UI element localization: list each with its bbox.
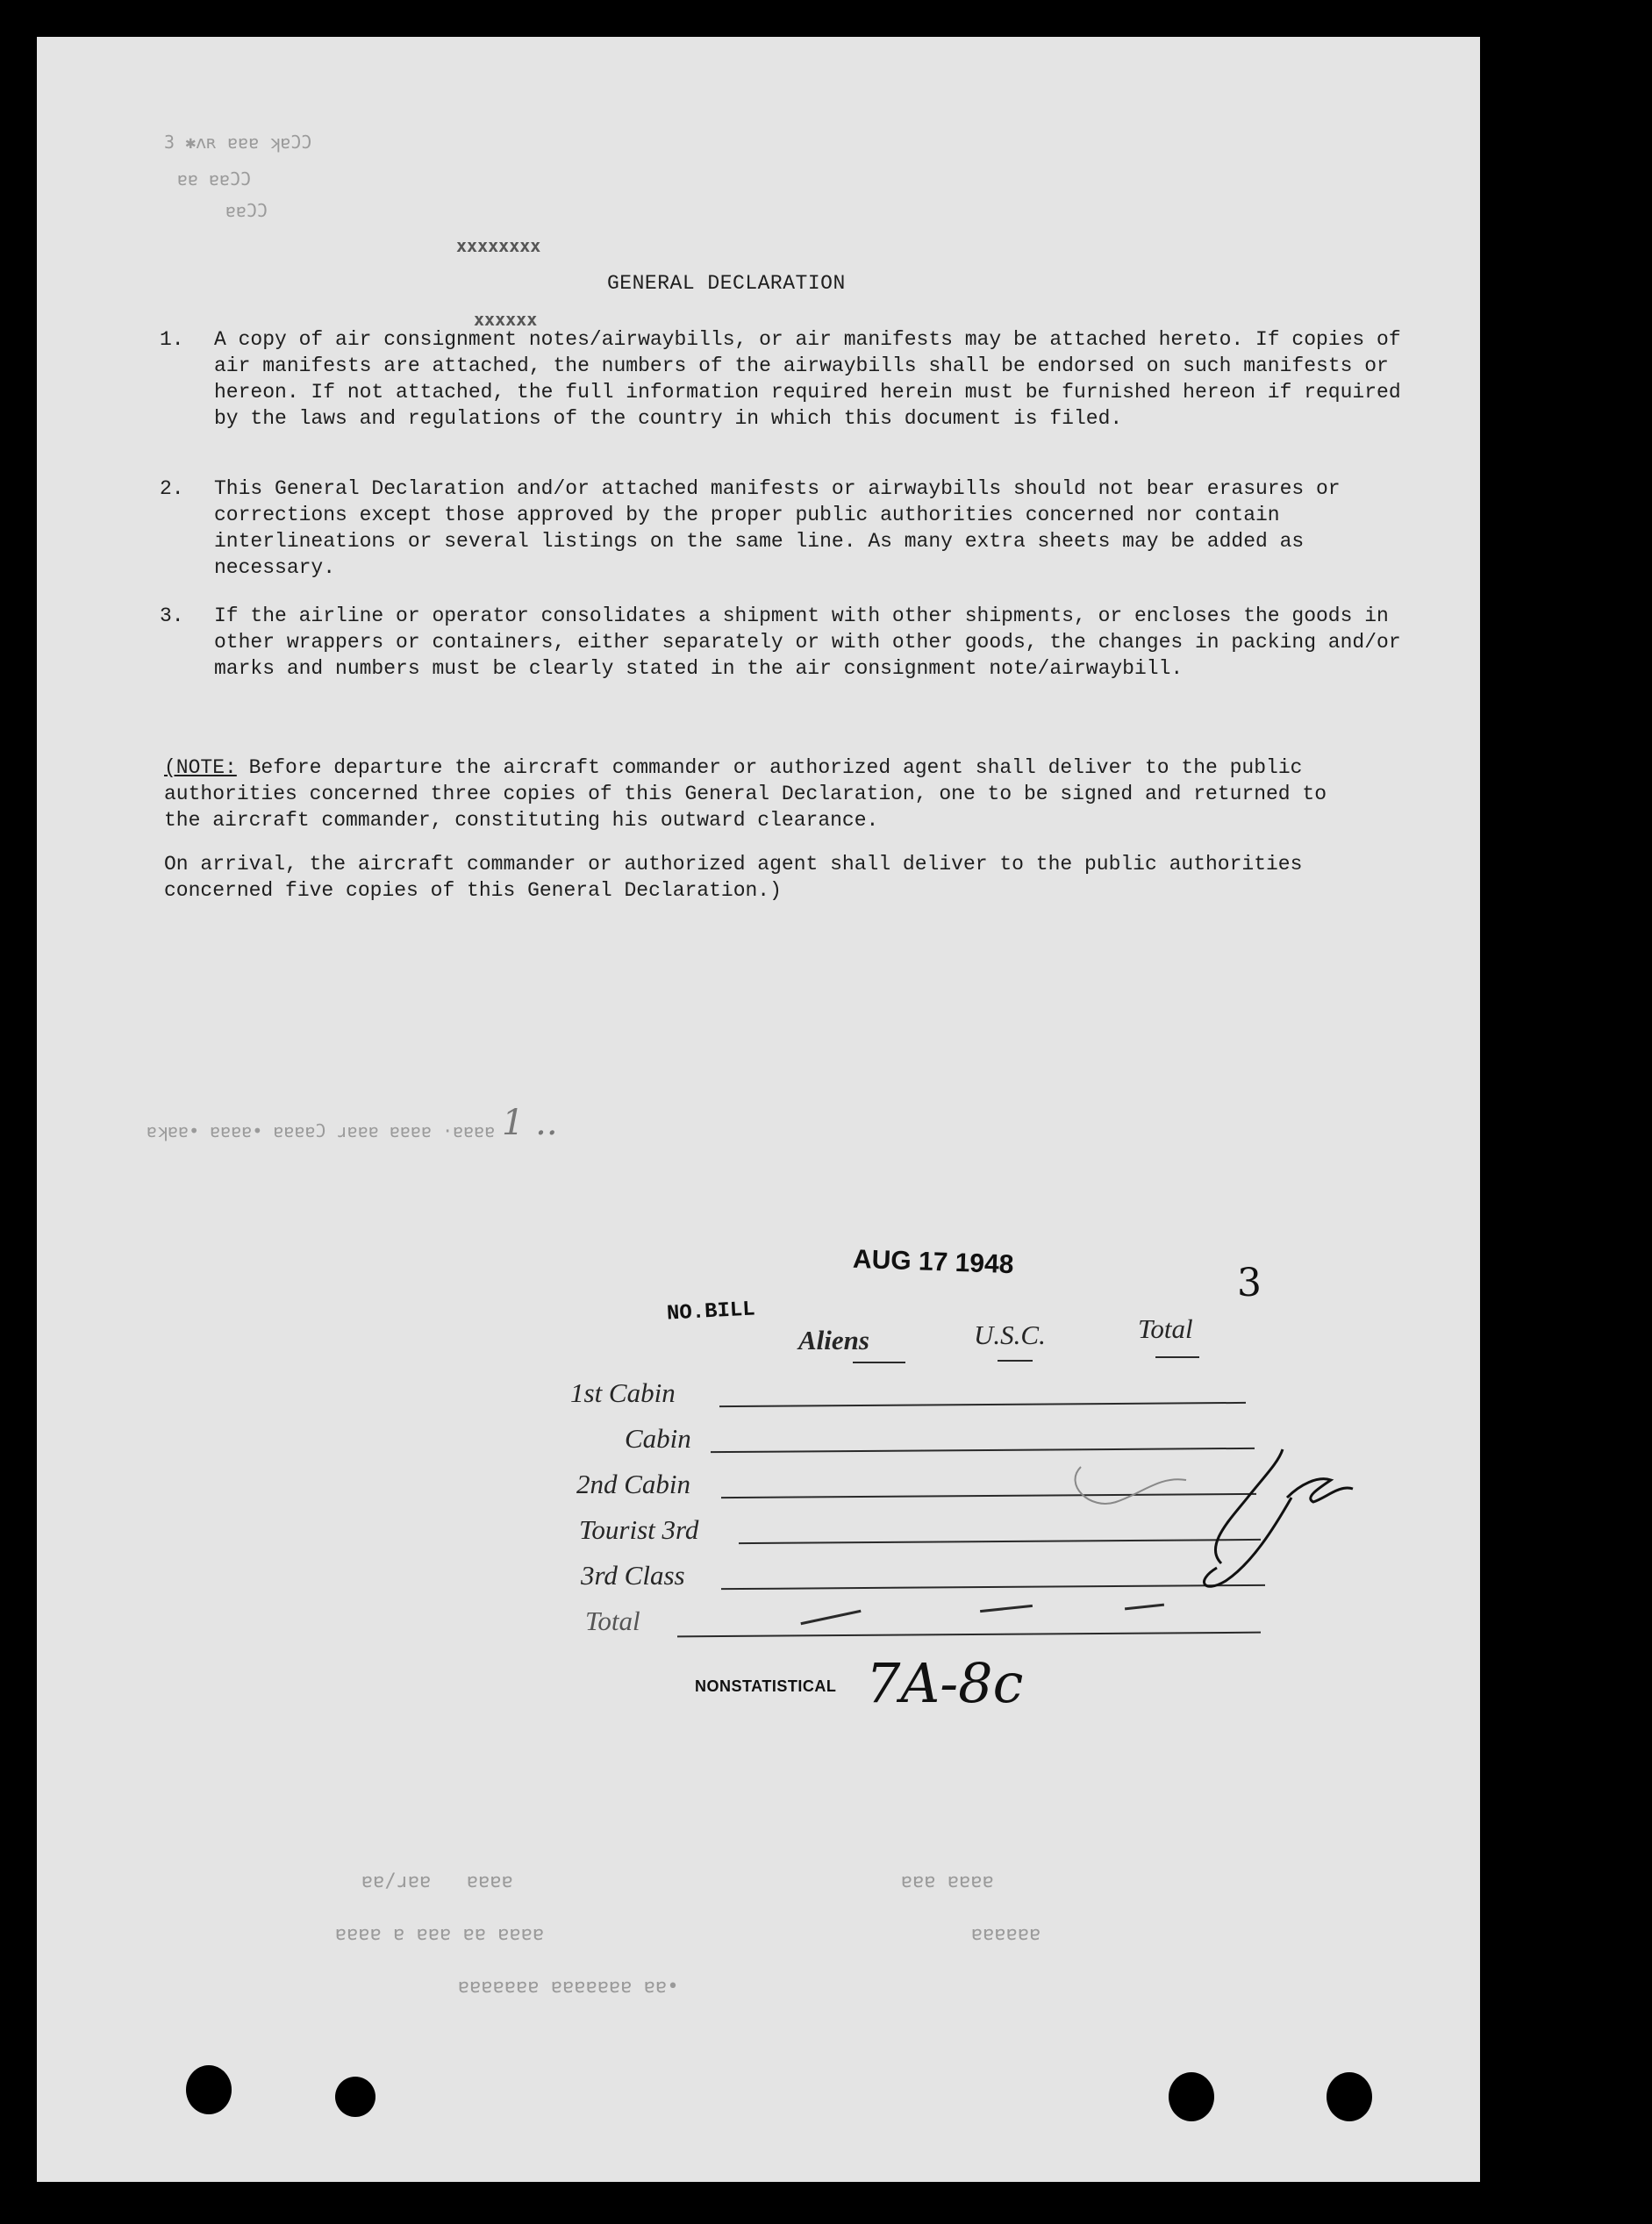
bleed-through-handwriting: 1 .. bbox=[502, 1103, 558, 1143]
row-line-total bbox=[677, 1632, 1261, 1638]
item-number: 3. bbox=[160, 604, 184, 627]
no-bill-stamp: NO.BILL bbox=[666, 1298, 756, 1327]
note-text: Before departure the aircraft commander or authorized agent shall deliver to the public authorities concerned three copies of this General Declaration, one to be signed and returned to the aircraft commander, constituting his outward clearance. bbox=[164, 756, 1327, 832]
column-total: Total bbox=[1138, 1313, 1193, 1344]
total-dash-usc bbox=[980, 1605, 1033, 1613]
item-number: 2. bbox=[160, 477, 184, 500]
item-text: If the airline or operator consolidates a shipment with other shipments, or encloses the goods in other wrappers or containers, either separately or with other goods, the changes in packing and/or marks and numbers must be clearly stated in the air consignment note/airwaybill. bbox=[214, 604, 1401, 680]
bleed-through-bottom-2a: ɐɐɐɐ ɐ ɐɐɐ ɐɐ ɐɐɐɐ bbox=[335, 1923, 545, 1945]
document-page bbox=[37, 37, 1480, 2182]
total-underline bbox=[1155, 1356, 1199, 1358]
signature-scrawl bbox=[1028, 1414, 1405, 1616]
row-3rd-class: 3rd Class bbox=[581, 1560, 685, 1591]
bleed-through-bottom-1c: ɐɐɐ ɐɐɐɐ bbox=[901, 1870, 994, 1892]
note-label: (NOTE: bbox=[164, 756, 237, 779]
row-line-1st-cabin bbox=[719, 1402, 1246, 1407]
struck-heading-1: xxxxxxxx bbox=[456, 235, 541, 256]
bleed-through-bottom-3: ɐɐɐɐɐɐɐ ɐɐɐɐɐɐɐ ɐɐ• bbox=[458, 1976, 679, 1998]
row-total: Total bbox=[585, 1605, 640, 1636]
item-text: This General Declaration and/or attached manifests or airwaybills should not bear erasures or corrections except those approved by the proper public authorities concerned nor contain interlineations or several listings on the same line. As many extra sheets may be added as necessary. bbox=[214, 477, 1341, 579]
bleed-through-header-2: ɐɐ ɐɐƆƆ bbox=[177, 168, 252, 190]
nonstatistical-stamp: NONSTATISTICAL bbox=[695, 1677, 837, 1695]
column-usc: U.S.C. bbox=[974, 1319, 1046, 1350]
usc-underline bbox=[998, 1360, 1033, 1362]
arrival-paragraph: On arrival, the aircraft commander or authorized agent shall deliver to the public authorities concerned five copies of this General Declaration.) bbox=[164, 853, 1303, 902]
bleed-through-bottom-1a: ɐɐ/ɹɐɐ bbox=[361, 1870, 432, 1892]
punch-hole bbox=[335, 2077, 375, 2117]
total-dash-aliens bbox=[800, 1610, 861, 1625]
row-tourist-3rd: Tourist 3rd bbox=[579, 1514, 699, 1545]
aliens-underline bbox=[853, 1362, 905, 1363]
column-aliens: Aliens bbox=[798, 1325, 869, 1355]
row-2nd-cabin: 2nd Cabin bbox=[576, 1469, 691, 1499]
row-cabin: Cabin bbox=[625, 1423, 691, 1454]
item-text: A copy of air consignment notes/airwaybills, or air manifests may be attached hereto. If copies of air manifests are attached, the numbers of the airwaybills shall be endorsed on such manifests or hereon. If not attached, the full information required herein must be furnished hereon if required by the laws and regulations of the country in which this document is filed. bbox=[214, 328, 1401, 430]
bleed-through-header-1: 3 ✱ʌʀ ɐɐɐ ʞɐƆƆ bbox=[164, 132, 312, 153]
bleed-through-middle: ɐʞɐɐ• ɐɐɐɐ• ɐɐɐɐƆ ɹɐɐɐ ɐɐɐɐ ·ɐɐɐɐ bbox=[147, 1120, 496, 1141]
handwritten-code: 7A-8c bbox=[866, 1651, 1024, 1715]
note-paragraph bbox=[164, 754, 1375, 833]
punch-hole bbox=[1169, 2072, 1214, 2121]
bleed-through-bottom-2b: ɐɐɐɐɐɐ bbox=[971, 1923, 1041, 1945]
handwritten-3: 3 bbox=[1237, 1261, 1262, 1305]
page-title: GENERAL DECLARATION bbox=[607, 272, 846, 295]
item-number: 1. bbox=[160, 328, 184, 351]
bleed-through-header-3: ɐɐƆƆ bbox=[225, 200, 268, 221]
struck-heading-2: xxxxxx bbox=[474, 309, 538, 330]
punch-hole bbox=[1327, 2072, 1372, 2121]
bleed-through-bottom-1b: ɐɐɐɐ bbox=[467, 1870, 513, 1892]
punch-hole bbox=[186, 2065, 232, 2114]
date-stamp: AUG 17 1948 bbox=[852, 1244, 1014, 1280]
row-1st-cabin: 1st Cabin bbox=[570, 1377, 676, 1408]
